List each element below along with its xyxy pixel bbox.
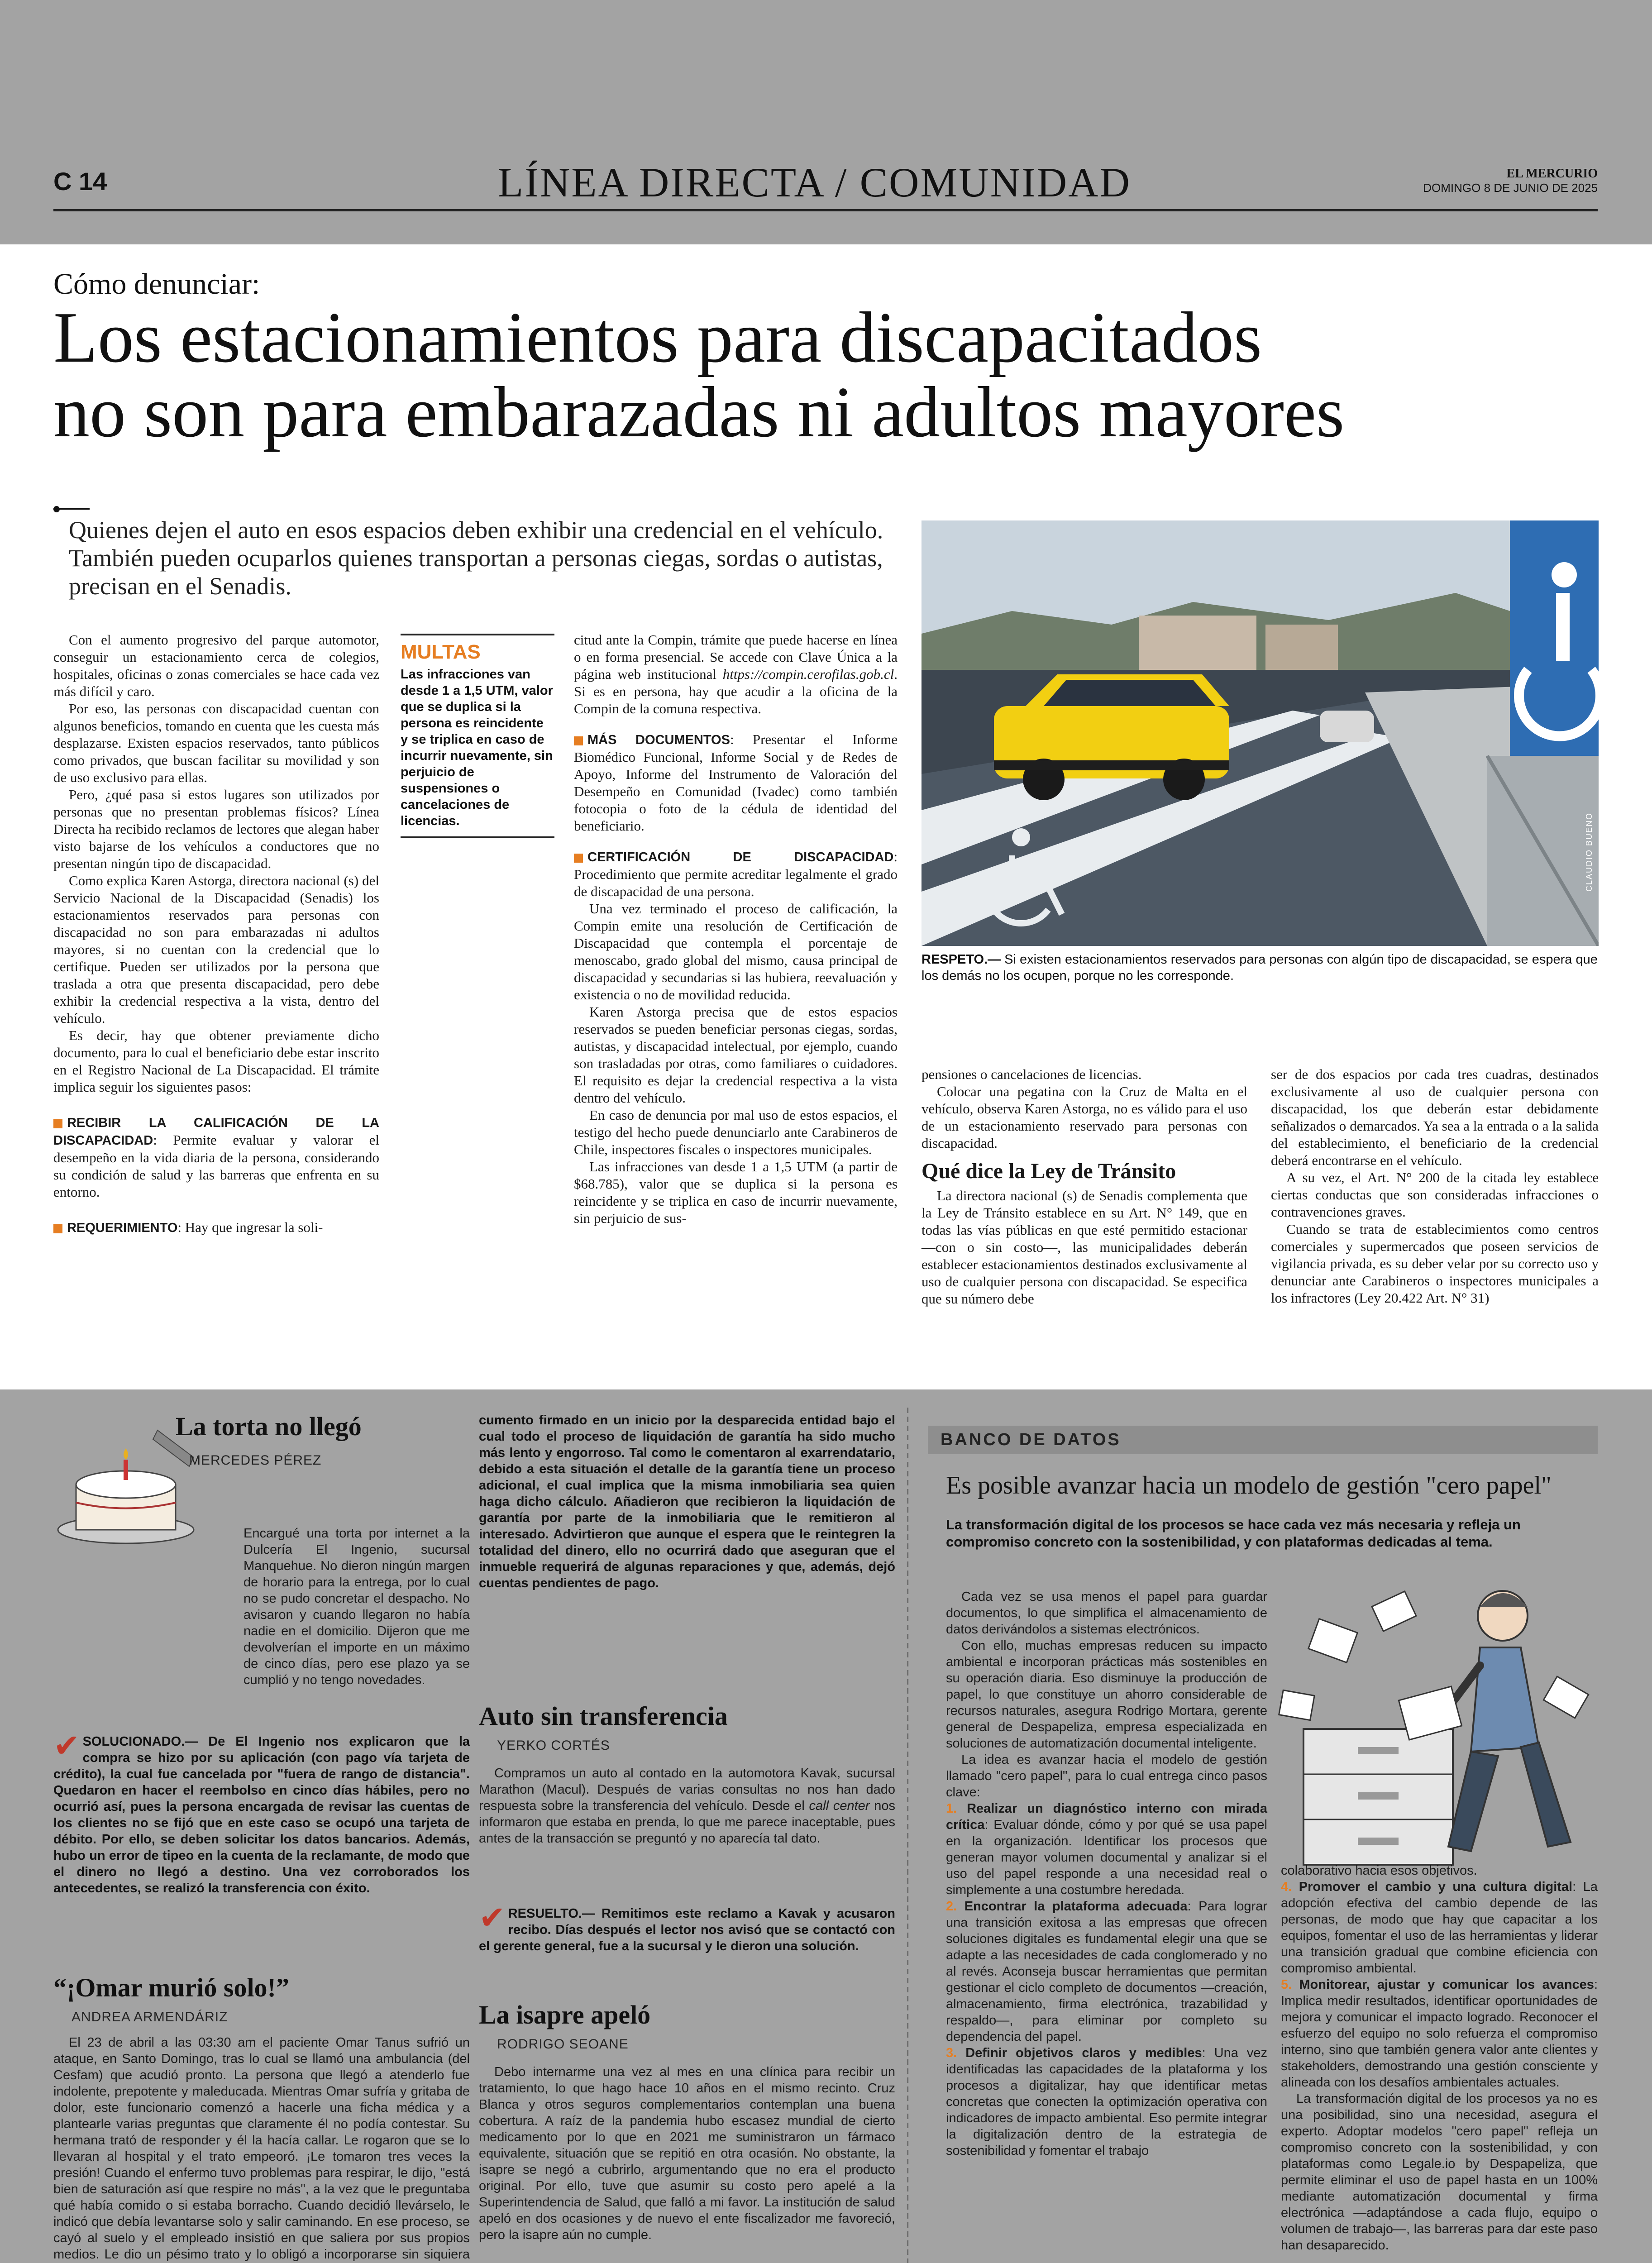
parking-photo	[921, 520, 1599, 946]
headline-line-2: no son para embarazadas ni adultos mayores	[53, 372, 1345, 452]
letter-author: ANDREA ARMENDÁRIZ	[72, 2010, 228, 2024]
letters-section	[0, 1389, 1652, 2263]
step-item: 1. Realizar un diagnóstico interno con mirada crítica: Evaluar dónde, cómo y por qué se usa papel en la organización. Identificar los procesos que generan mayor volumen documental y analizar si el uso del papel responde a una necesidad real o simplemente a una costumbre heredada.	[946, 1801, 1267, 1897]
lead-article	[0, 244, 1652, 1389]
letter-author: YERKO CORTÉS	[497, 1738, 610, 1753]
lead-column-4	[921, 1066, 1247, 1308]
bullet-square	[574, 854, 583, 863]
photo-caption: RESPETO.— Si existen estacionamientos reservados para personas con algún tipo de discapacidad, se espera que los demás no los ocupen, porque no les corresponde.	[921, 952, 1598, 983]
data-bank-deck: La transformación digital de los procesos se hace cada vez más necesaria y refleja un compromiso concreto con la sostenibilidad, y con plataformas dedicadas al tema.	[946, 1517, 1521, 1550]
box-rule	[401, 836, 554, 838]
bullet-square	[53, 1224, 62, 1233]
step-item: REQUERIMIENTO: Hay que ingresar la soli-	[53, 1219, 379, 1237]
issue-date: DOMINGO 8 DE JUNIO DE 2025	[1423, 181, 1598, 195]
letter-author: RODRIGO SEOANE	[497, 2037, 629, 2052]
lead-column-1	[53, 631, 379, 1237]
step-item: 5. Monitorear, ajustar y comunicar los avances: Implica medir resultados, identificar oportunidades de mejora y comunicar el impacto logrado. Reconocer el esfuerzo del equipo no solo refuerza el compromiso interno, sino que también genera valor ante clientes y stakeholders, demostrando una gestión consciente y alineada con los desafíos ambientales actuales.	[1281, 1977, 1598, 2090]
fines-text: Las infracciones van desde 1 a 1,5 UTM, valor que se duplica si la persona es reincidente y se triplica en caso de incurrir nuevamente, sin perjuicio de suspensiones o cancelaciones de licencias.	[401, 667, 553, 828]
paragraph: La directora nacional (s) de Senadis complementa que la Ley de Tránsito establece en su Art. N° 149, que en todas las vías públicas en que esté permitido estacionar —con o sin costo—, las municipalidades deberán establecer estacionamientos destinados exclusivamente al uso de cualquier persona con discapacidad. Se especifica que su número debe	[921, 1188, 1247, 1307]
data-bank-label: BANCO DE DATOS	[928, 1426, 1598, 1454]
paragraph: Es decir, hay que obtener previamente dicho documento, para lo cual el beneficiario debe estar inscrito en el Registro Nacional de La Discapacidad. El trámite implica seguir los siguientes pasos:	[53, 1027, 379, 1095]
paragraph: citud ante la Compin, trámite que puede hacerse en línea o en forma presencial. Se accede con Clave Única a la página web institucional https://compin.cerofilas.gob.cl. Si es en persona, hay que acudir a la oficina de la Compin de la comuna respectiva.	[574, 632, 898, 716]
paragraph: Karen Astorga precisa que de estos espacios reservados se pueden beneficiar personas ciegas, sordas, autistas, y discapacidad intelectual, por ejemplo, cuando son trasladadas por otras, como familiares o cuidadores. El requisito es dejar la credencial respectiva a la vista dentro del vehículo.	[574, 1004, 898, 1106]
step-item: 2. Encontrar la plataforma adecuada: Para lograr una transición exitosa a las empresas que ofrecen soluciones digitales es fundamental elegir una que se adapte a las necesidades de cada conglomerado y no al revés. Aconseja buscar herramientas que permitan gestionar el ciclo completo de documentos —creación, almacenamiento, firma electrónica, trazabilidad y respaldo—, para eliminar por completo su dependencia del papel.	[946, 1899, 1268, 2044]
page-header	[0, 0, 1652, 244]
bullet-square	[53, 1119, 62, 1128]
paragraph: La idea es avanzar hacia el modelo de gestión llamado "cero papel", para lo cual entrega cinco pasos clave:	[946, 1752, 1267, 1800]
deck-rule	[53, 508, 90, 510]
lead-column-5	[1271, 1066, 1599, 1307]
paragraph: Las infracciones van desde 1 a 1,5 UTM (a partir de $68.785), valor que se duplica si la persona es reincidente y se triplica en caso de incurrir nuevamente, sin perjuicio de sus-	[574, 1159, 898, 1226]
office-worker-paper-illustration	[1267, 1557, 1602, 1887]
fines-box	[401, 634, 554, 838]
letter-text: Encargué una torta por internet a la Dulcería El Ingenio, sucursal Manquehue. No dieron ningún margen de horario para la entrega, por lo cual no se pudo concretar el despacho. No avisaron y cuando llegaron no había nadie en el domicilio. Dijeron que me devolverían el importe en un máximo de cinco días, pero ese plazo ya se cumplió y no tengo novedades.	[244, 1526, 470, 1687]
page-number: C 14	[53, 167, 107, 196]
check-icon: ✔	[53, 1728, 80, 1763]
paragraph: Cada vez se usa menos el papel para guardar documentos, lo que simplifica el almacenamiento de datos derivándolos a sistemas electrónicos.	[946, 1590, 1267, 1637]
lead-column-3	[574, 631, 898, 1227]
letter-text: Debo internarme una vez al mes en una clínica para recibir un tratamiento, lo que hago hace 10 años en el mismo recinto. Cruz Blanca y otros seguros complementarios contemplan una buena cobertura. A raíz de la pandemia hubo escasez mundial de cierto medicamento por lo que en 2021 me suministraron un fármaco equivalente, situación que se repitió en otra ocasión. No obstante, la isapre se negó a cubrirlo, argumentando que no era el producto original. Por ello, tuve que asumir su costo pero apelé a la Superintendencia de Salud, que falló a mi favor. La institución de salud apeló en dos ocasiones y de nuevo el ente fiscalizador me favoreció, pero la isapre aún no cumple.	[479, 2065, 895, 2242]
parking-photo-illustration	[921, 520, 1599, 946]
paragraph: Colocar una pegatina con la Cruz de Malta en el vehículo, observa Karen Astorga, no es válido para el uso de un estacionamiento reservado para personas con discapacidad.	[921, 1084, 1247, 1151]
data-bank-column-2	[1281, 1862, 1598, 2253]
letter-title: La isapre apeló	[479, 2000, 651, 2029]
fines-title: MULTAS	[401, 641, 481, 663]
paragraph: Cuando se trata de establecimientos como centros comerciales y supermercados que poseen servicios de vigilancia privada, es su deber velar por su correcto uso y denunciar ante Carabineros o inspectores municipales a los infractores (Ley 20.422 Art. N° 31)	[1271, 1221, 1599, 1306]
letter-text: Compramos un auto al contado en la automotora Kavak, sucursal Marathon (Macul). Después de varias consultas no nos han dado respuesta sobre la transferencia del vehículo. Desde el call center nos informaron que estaba en prenda, lo que me parece inaceptable, pues antes de la transacción se preguntó y no aparecía tal dato.	[479, 1766, 895, 1846]
step-item: MÁS DOCUMENTOS: Presentar el Informe Biomédico Funcional, Informe Social y de Redes de Apoyo, Informe del Instrumento de Valoración del Desempeño en Comunidad (Ivadec) como también fotocopia o foto de la cédula de identidad del beneficiario.	[574, 731, 898, 834]
deck: Quienes dejen el auto en esos espacios deben exhibir una credencial en el vehículo. También pueden ocuparlos quienes transportan a personas ciegas, sordas o autistas, precisan en el Senadis.	[69, 516, 883, 600]
paragraph: A su vez, el Art. N° 200 de la citada ley establece ciertas conductas que son consideradas infracciones o contravenciones graves.	[1271, 1170, 1599, 1220]
paragraph: Pero, ¿qué pasa si estos lugares son utilizados por personas que no presentan problemas físicos? Línea Directa ha recibido reclamos de lectores que alegan haber visto bajarse de los vehículos a conductores que no presentan ningún tipo de discapacidad.	[53, 787, 379, 871]
letter-text: El 23 de abril a las 03:30 am el paciente Omar Tanus sufrió un ataque, en Santo Domingo, tras lo cual se llamó una ambulancia (del Cesfam) que acudió pronto. La persona que llegó a atenderlo fue indolente, prepotente y maleducada. Mientras Omar sufría y gritaba de dolor, este funcionario comenzó a hacerle una ficha médica y a plantearle varias preguntas que claramente él no podía contestar. Su hermana trató de responder y él la hacía callar. Le rogaron que se lo llevaran al hospital y el trato empeoró. ¡Le tomaron tres veces la presión! Cuando el enfermo tuvo problemas para respirar, le dijo, "está bien de saturación así que respire no más", a la vez que le preguntaba qué había comido o si estaba borracho. Cuando decidió llevárselo, le indicó que debía levantarse solo y salir caminando. En ese proceso, se cayó al suelo y el empleado insistió en que saliera por sus propios medios. Le dio un pésimo trato y lo obligó a incorporarse sin siquiera	[53, 2035, 470, 2262]
letter-title: La torta no llegó	[176, 1412, 362, 1441]
paragraph: En caso de denuncia por mal uso de estos espacios, el testigo del hecho puede denunciarlo ante Carabineros de Chile, inspectores fiscales o inspectores municipales.	[574, 1107, 898, 1157]
paragraph: Por eso, las personas con discapacidad cuentan con algunos beneficios, tomando en cuenta que les cuesta más desplazarse. Existen espacios reservados, tanto públicos como privados, que buscan facilitar su movilidad y son de uso exclusivo para ellas.	[53, 701, 379, 785]
step-item: CERTIFICACIÓN DE DISCAPACIDAD: Procedimiento que permite acreditar legalmente el grado de discapacidad de una persona.	[574, 849, 898, 899]
letter-author: MERCEDES PÉREZ	[189, 1453, 322, 1468]
letter-title: Auto sin transferencia	[479, 1701, 728, 1731]
paragraph: pensiones o cancelaciones de licencias.	[921, 1066, 1142, 1082]
header-rule	[53, 209, 1598, 211]
bullet-square	[574, 736, 583, 745]
letter-response: ✔ RESUELTO.— Remitimos este reclamo a Kavak y acusaron recibo. Días después el lector nos avisó que se contactó con el gerente general, fue a la sucursal y le dieron una solución.	[479, 1900, 895, 1953]
paragraph: La transformación digital de los procesos ya no es una posibilidad, sino una necesidad, asegura el experto. Adoptar modelos "cero papel" refleja un compromiso concreto con la sostenibilidad, y con plataformas como Legale.io by Despapeliza, que permite eliminar el uso de papel hasta en un 100% mediante automatización documental y firma electrónica —adaptándose a cada flujo, equipo o volumen de trabajo—, las barreras para dar este paso han desaparecido.	[1281, 2091, 1598, 2253]
letter-title: “¡Omar murió solo!”	[53, 1973, 289, 2002]
step-item: RECIBIR LA CALIFICACIÓN DE LA DISCAPACIDAD: Permite evaluar y valorar el desempeño en la vida diaria de la persona, considerando su condición de salud y las barreras que enfrenta en su entorno.	[53, 1116, 379, 1200]
paper-name: EL MERCURIO	[1506, 167, 1598, 181]
paragraph: Con el aumento progresivo del parque automotor, conseguir un estacionamiento cerca de colegios, hospitales, oficinas o zonas comerciales se hace cada vez más difícil y caro.	[53, 632, 379, 699]
paragraph: colaborativo hacia esos objetivos.	[1281, 1863, 1477, 1878]
letter-response: ✔ SOLUCIONADO.— De El Ingenio nos explicaron que la compra se hizo por su aplicación (con pago vía tarjeta de crédito), la cual fue cancelada por "fuera de rango de distancia". Quedaron en hacer el reembolso en cinco días hábiles, pero no ocurrió así, pues la persona encargada de revisar las cuentas de los clientes no se fijó que en este caso se ocupó una tarjeta de débito. Por ello, se deben solicitar los datos bancarios. Además, hubo un error de tipeo en la cuenta de la reclamante, de modo que el dinero no llegó a destino. Una vez corroborados los antecedentes, se realizó la transferencia con éxito.	[53, 1728, 470, 1895]
section-title: LÍNEA DIRECTA / COMUNIDAD	[498, 159, 1132, 205]
step-item: 4. Promover el cambio y una cultura digital: La adopción efectiva del cambio depende de las personas, de modo que hay que capacitar a los equipos, fomentar el uso de las herramientas y liderar una transición gradual que combine eficiencia con compromiso ambiental.	[1281, 1880, 1598, 1976]
section-divider	[907, 1408, 908, 2263]
subhead: Qué dice la Ley de Tránsito	[921, 1159, 1176, 1183]
paragraph: Como explica Karen Astorga, directora nacional (s) del Servicio Nacional de la Discapacidad (Senadis) los estacionamientos reservados para personas con discapacidad no son para embarazadas ni adultos mayores, si no cuentan con la credencial que lo certifique. Pueden ser utilizados por la persona que traslada a otra que presenta discapacidad, pero debe exhibir la credencial respectiva a la vista, dentro del vehículo.	[53, 873, 379, 1026]
step-item: 3. Definir objetivos claros y medibles: Una vez identificadas las capacidades de la plataforma y los procesos a digitalizar, hay que identificar metas concretas que conecten la optimización operativa con indicadores de impacto ambiental. Eso permite integrar la digitalización dentro de la estrategia de sostenibilidad y fomentar el trabajo	[946, 2046, 1268, 2158]
headline-line-1: Los estacionamientos para discapacitados	[53, 297, 1262, 377]
data-bank-title: Es posible avanzar hacia un modelo de gestión "cero papel"	[946, 1471, 1552, 1499]
compin-link[interactable]: https://compin.cerofilas.gob.cl	[722, 666, 894, 682]
paragraph: Con ello, muchas empresas reducen su impacto ambiental e incorporan prácticas más sostenibles en su operación diaria. Eso disminuye la producción de papel, lo que constituye un ahorro considerable de recursos naturales, asegura Rodrigo Mortara, gerente general de Despapeliza, empresa especializada en soluciones de automatización documental inteligente.	[946, 1638, 1267, 1751]
box-rule	[401, 634, 554, 635]
data-bank-column-1	[946, 1589, 1267, 2159]
check-icon: ✔	[479, 1900, 506, 1935]
kicker: Cómo denunciar:	[53, 267, 260, 301]
photo-credit: CLAUDIO BUENO	[1585, 812, 1594, 892]
paragraph: Una vez terminado el proceso de calificación, la Compin emite una resolución de Certificación de Discapacidad que contempla el porcentaje de menoscabo, grado global del mismo, causa principal de discapacidad y secundarias si las hubiera, reevaluación y existencia o no de movilidad reducida.	[574, 901, 898, 1003]
letter-response-continued: cumento firmado en un inicio por la desparecida entidad bajo el cual todo el proceso de liquidación de garantía ha sido mucho más lento y engorroso. Tal como le comentaron al exarrendatario, debido a esta situación el detalle de la garantía tiene un proceso adicional, el cual implica que la misma inmobiliaria sea quien haga dicho cálculo. Añadieron que recibieron la liquidación de garantía por parte de la inmobiliaria que le remitieron al interesado. Advirtieron que aunque el espera que le reintegren la totalidad del dinero, ello no ocurrirá dado que aseguran que el inmueble requerirá de algunas reparaciones y que, además, dejó cuentas pendientes de pago.	[479, 1413, 895, 1590]
paragraph: ser de dos espacios por cada tres cuadras, destinados exclusivamente al uso de cualquier persona con discapacidad, los que deberán estar debidamente señalizados o demarcados. Ya sea a la entrada o a la salida del establecimiento, el beneficiario de la credencial deberá encontrarse en el vehículo.	[1271, 1066, 1599, 1168]
